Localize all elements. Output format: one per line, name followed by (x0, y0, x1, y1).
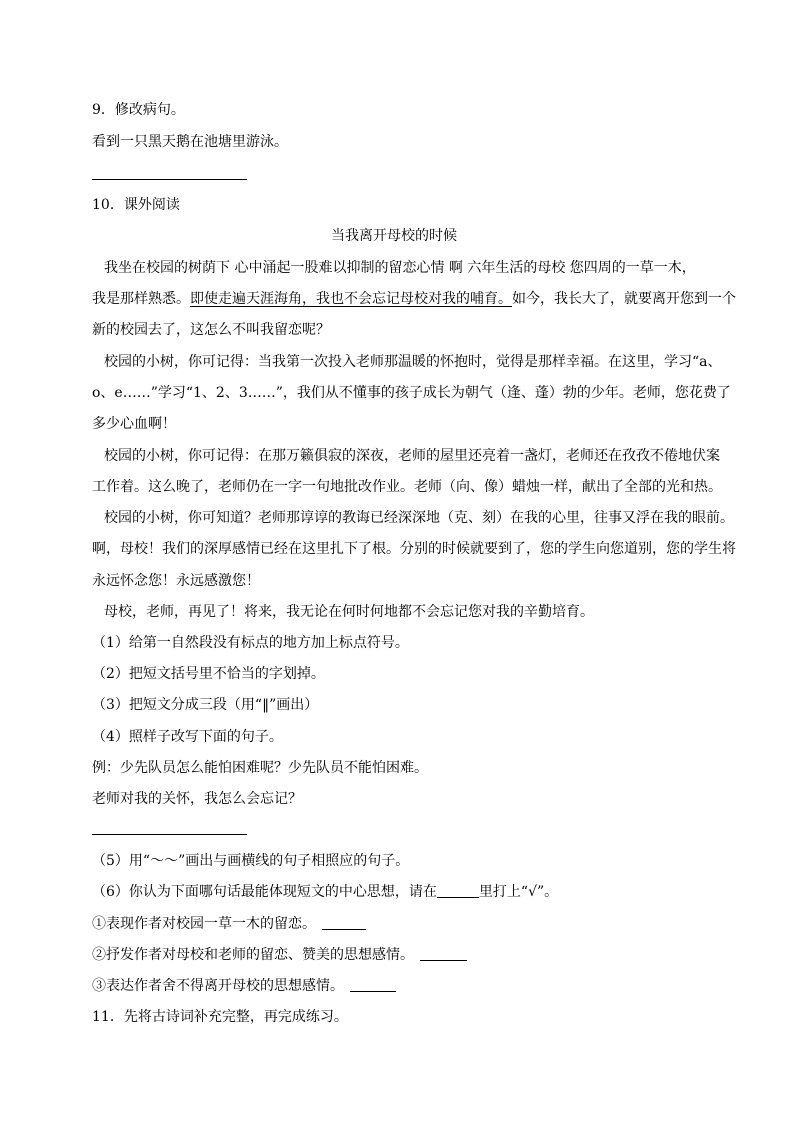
rewrite-sentence: 老师对我的关怀，我怎么会忘记？ (92, 791, 302, 807)
passage-p4-line2: 啊，母校！我们的深厚感情已经在这里扎下了根。分别的时候就要到了，您的学生向您道别，您的学生将 (92, 541, 736, 557)
sub-question-3: （3）把短文分成三段（用“‖”画出） (92, 697, 319, 713)
passage-p1-line2 (92, 289, 736, 309)
passage-p1-line1: 我坐在校园的树荫下 心中涌起一股难以抑制的留恋心情 啊 六年生活的母校 您四周的一草一木， (104, 260, 696, 276)
passage-p1-line3: 新的校园去了，这怎么不叫我留恋呢？ (92, 322, 330, 338)
passage-p4-line3: 永远怀念您！永远感激您！ (92, 573, 260, 589)
passage-p2-line1: 校园的小树，你可记得：当我第一次投入老师那温暖的怀抱时，觉得是那样幸福。在这里，学习“a、 (104, 354, 722, 370)
option-1-text: ①表现作者对校园一草一木的留恋。 (92, 916, 316, 932)
passage-p1-line2-start: 我是那样熟悉。 (92, 291, 190, 307)
sub-question-6-inline-blank (437, 883, 479, 898)
option-3-text: ③表达作者舍不得离开母校的思想感情。 (92, 978, 344, 994)
passage-p1-line2-end: 如今，我长大了，就要离开您到一个 (512, 291, 736, 307)
question-10-heading: 10．课外阅读 (92, 197, 180, 213)
question-9-answer-blank[interactable] (92, 179, 247, 180)
option-2-answer-blank[interactable] (420, 946, 467, 961)
passage-p2-line2: o、e……”学习“1、2、3……”，我们从不懂事的孩子成长为朝气（逢、蓬）勃的少年。老师，您花费了 (92, 385, 731, 401)
passage-p5: 母校，老师，再见了！将来，我无论在何时何地都不会忘记您对我的辛勤培育。 (104, 604, 594, 620)
option-2-text: ②抒发作者对母校和老师的留恋、赞美的思想感情。 (92, 947, 414, 963)
sub-question-6-text-end: 里打上“√”。 (478, 884, 559, 900)
option-1-answer-blank[interactable] (322, 915, 366, 930)
option-3 (92, 976, 396, 996)
option-1 (92, 914, 366, 934)
passage-title: 当我离开母校的时候 (331, 228, 457, 244)
sub-question-4: （4）照样子改写下面的句子。 (92, 729, 283, 745)
underlined-sentence: 即使走遍天涯海角，我也不会忘记母校对我的哺育。 (190, 291, 512, 307)
sub-question-6-text: （6）你认为下面哪句话最能体现短文的中心思想，请在 (92, 884, 437, 900)
passage-p3-line1: 校园的小树，你可记得：在那万籁俱寂的深夜，老师的屋里还亮着一盏灯，老师还在孜孜不倦地伏案 (104, 448, 720, 464)
option-3-answer-blank[interactable] (350, 977, 396, 992)
question-9-sentence: 看到一只黑天鹅在池塘里游泳。 (92, 134, 288, 150)
sub-question-6 (92, 882, 558, 902)
passage-p3-line2: 工作着。这么晚了，老师仍在一字一句地批改作业。老师（向、像）蜡烛一样，献出了全部的光和热。 (92, 479, 722, 495)
sub-question-2: （2）把短文括号里不恰当的字划掉。 (92, 666, 325, 682)
sub-question-1: （1）给第一自然段没有标点的地方加上标点符号。 (92, 635, 409, 651)
question-9-heading: 9．修改病句。 (92, 102, 185, 118)
passage-p4-line1: 校园的小树，你可知道？老师那谆谆的教诲已经深深地（克、刻）在我的心里，往事又浮在我的眼前。 (104, 510, 734, 526)
passage-p2-line3: 多少心血啊！ (92, 416, 176, 432)
sub-question-5: （5）用“～～”画出与画横线的句子相照应的句子。 (92, 853, 410, 869)
rewrite-answer-blank[interactable] (92, 834, 247, 835)
rewrite-example: 例：少先队员怎么能怕困难呢？少先队员不能怕困难。 (92, 760, 428, 776)
option-2 (92, 945, 467, 965)
question-11-heading: 11．先将古诗词补充完整，再完成练习。 (92, 1009, 348, 1025)
